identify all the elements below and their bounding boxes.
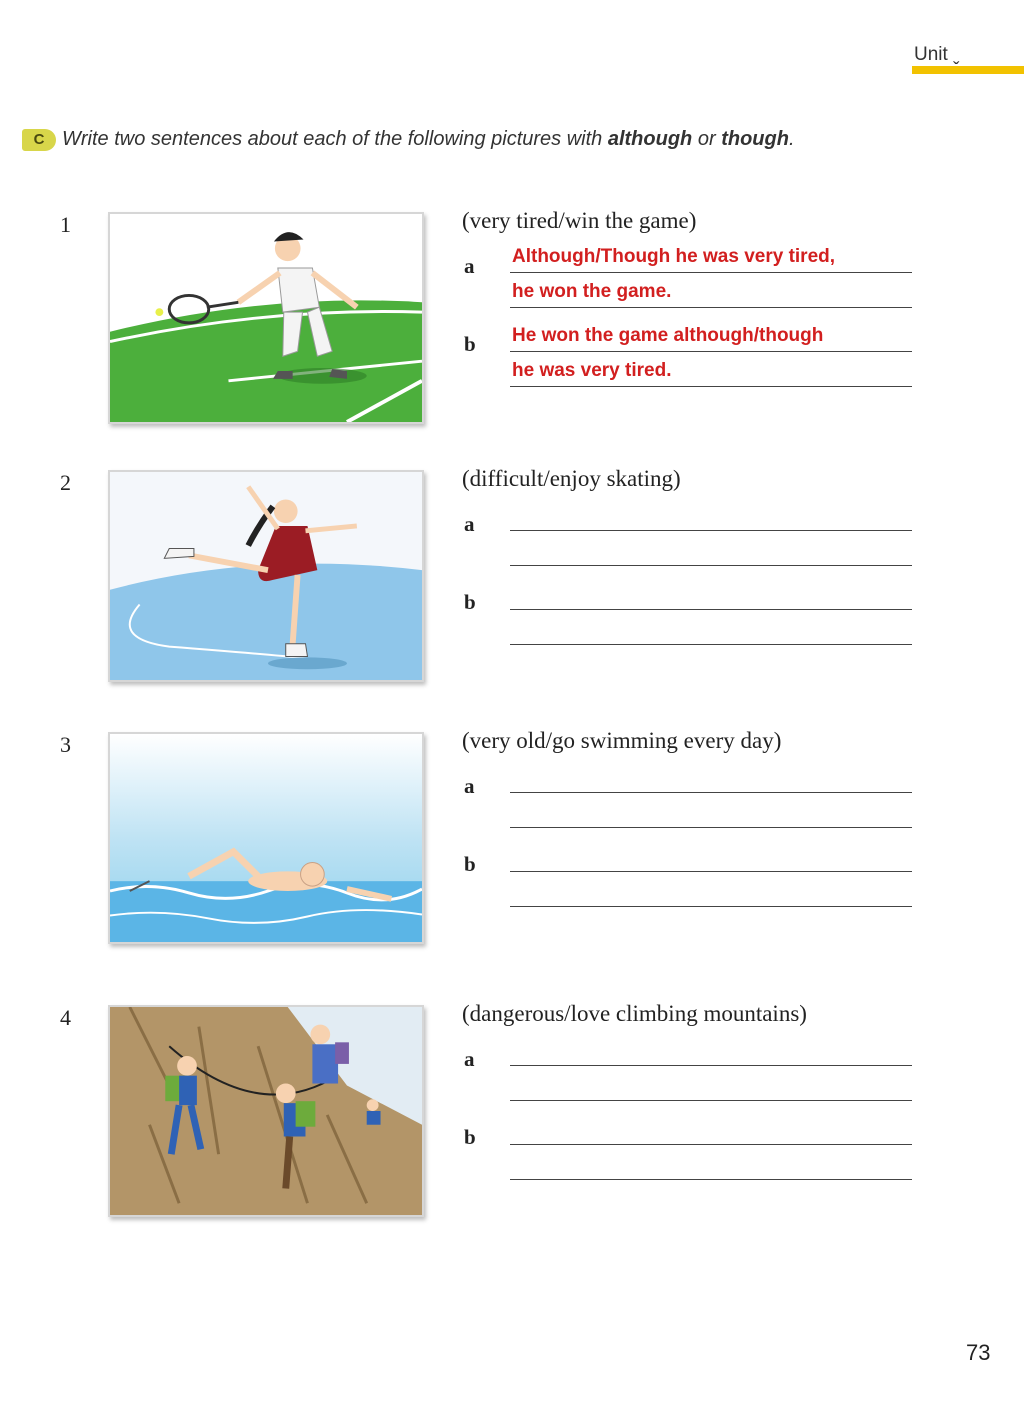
- exercise-instruction: [22, 128, 982, 158]
- page-number: 73: [966, 1340, 991, 1365]
- answer-line-a2[interactable]: he won the game.: [510, 280, 912, 308]
- answer-line-b2[interactable]: [510, 617, 912, 645]
- option-a-label: a: [464, 254, 475, 278]
- option-b-label: b: [464, 590, 476, 614]
- option-b-label: b: [464, 852, 476, 876]
- option-b-label: b: [464, 1125, 476, 1149]
- answer-line-b2[interactable]: he was very tired.: [510, 359, 912, 387]
- answer-line-b1[interactable]: He won the game although/though: [510, 324, 912, 352]
- item-number: 3: [60, 732, 71, 757]
- answer-line-b1[interactable]: [510, 844, 912, 872]
- option-b-label: b: [464, 332, 476, 356]
- unit-label: Unit ˬ: [914, 44, 960, 65]
- answer-line-a1[interactable]: [510, 1038, 912, 1066]
- item-number: 4: [60, 1005, 71, 1030]
- item-prompt: (very old/go swimming every day): [462, 728, 782, 753]
- answer-line-a1[interactable]: Although/Though he was very tired,: [510, 245, 912, 273]
- answer-line-a2[interactable]: [510, 800, 912, 828]
- exercise-item-4: [0, 1001, 1024, 1235]
- answer-line-a1[interactable]: [510, 765, 912, 793]
- old-swimmer-illustration: [108, 732, 424, 944]
- unit-accent-bar: [912, 66, 1024, 74]
- option-a-label: a: [464, 1047, 475, 1071]
- keyword-though: though: [721, 128, 789, 150]
- answer-line-a2[interactable]: [510, 538, 912, 566]
- answer-line-b2[interactable]: [510, 1152, 912, 1180]
- option-a-label: a: [464, 774, 475, 798]
- answer-line-a1[interactable]: [510, 503, 912, 531]
- instruction-or: or: [692, 128, 722, 150]
- exercise-item-2: [0, 466, 1024, 700]
- answer-line-b1[interactable]: [510, 1117, 912, 1145]
- exercise-item-1: [0, 208, 1024, 442]
- exercise-badge: C: [22, 129, 56, 151]
- tennis-player-illustration: [108, 212, 424, 424]
- figure-skater-illustration: [108, 470, 424, 682]
- mountain-climbers-illustration: [108, 1005, 424, 1217]
- instruction-period: .: [788, 128, 795, 150]
- item-prompt: (difficult/enjoy skating): [462, 466, 681, 491]
- option-a-label: a: [464, 512, 475, 536]
- item-number: 1: [60, 212, 71, 237]
- item-prompt: (dangerous/love climbing mountains): [462, 1001, 807, 1026]
- instruction-text: Write two sentences about each of the following pictures with: [62, 128, 608, 150]
- unit-header-tab: [912, 44, 1024, 74]
- answer-line-b1[interactable]: [510, 582, 912, 610]
- keyword-although: although: [607, 128, 693, 150]
- item-number: 2: [60, 470, 71, 495]
- item-prompt: (very tired/win the game): [462, 208, 697, 233]
- answer-line-b2[interactable]: [510, 879, 912, 907]
- exercise-item-3: [0, 728, 1024, 962]
- answer-line-a2[interactable]: [510, 1073, 912, 1101]
